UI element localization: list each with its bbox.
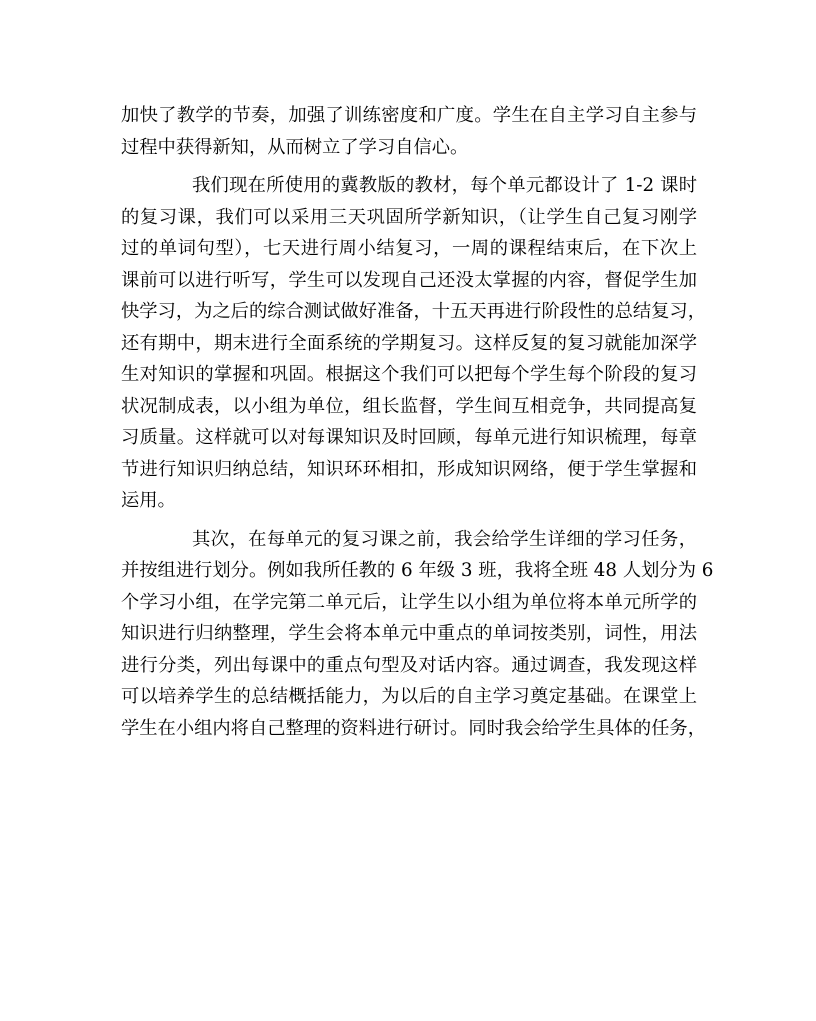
text-line: 状况制成表，以小组为单位，组长监督，学生间互相竞争，共同提高复 [121, 395, 697, 417]
text-line: 并按组进行划分。例如我所任教的 6 年级 3 班，我将全班 48 人划分为 6 [121, 560, 714, 581]
text-line: 其次，在每单元的复习课之前，我会给学生详细的学习任务， [192, 528, 697, 550]
paragraph-1 [121, 100, 697, 163]
text-line: 还有期中，期末进行全面系统的学期复习。这样反复的复习就能加深学 [121, 332, 697, 354]
text-line: 运用。 [121, 490, 176, 511]
paragraph-2 [121, 170, 706, 517]
text-line: 节进行知识归纳总结，知识环环相扣，形成知识网络，便于学生掌握和 [121, 458, 697, 480]
paragraph-gap [121, 163, 697, 170]
text-line: 的复习课，我们可以采用三天巩固所学新知识，（让学生自己复习刚学 [121, 206, 697, 228]
text-line: 课前可以进行听写，学生可以发现自己还没太掌握的内容，督促学生加 [121, 269, 697, 291]
paragraph-gap [121, 517, 697, 524]
text-line: 可以培养学生的总结概括能力，为以后的自主学习奠定基础。在课堂上 [121, 686, 697, 707]
text-line: 生对知识的掌握和巩固。根据这个我们可以把每个学生每个阶段的复习 [121, 364, 697, 385]
text-line: 我们现在所使用的冀教版的教材，每个单元都设计了 1-2 课时 [192, 175, 697, 196]
paragraph-3 [121, 524, 714, 745]
text-line: 加快了教学的节奏，加强了训练密度和广度。学生在自主学习自主参与 [121, 105, 697, 126]
document-body [121, 100, 714, 744]
text-line: 个学习小组，在学完第二单元后，让学生以小组为单位将本单元所学的 [121, 591, 697, 613]
text-line: 进行分类，列出每课中的重点句型及对话内容。通过调查，我发现这样 [121, 654, 697, 676]
text-line: 习质量。这样就可以对每课知识及时回顾，每单元进行知识梳理，每章 [121, 427, 697, 448]
text-line: 过程中获得新知，从而树立了学习自信心。 [121, 136, 469, 158]
text-line: 过的单词句型），七天进行周小结复习，一周的课程结束后，在下次上 [121, 238, 697, 259]
text-line: 知识进行归纳整理，学生会将本单元中重点的单词按类别，词性，用法 [121, 623, 697, 644]
text-line: 快学习，为之后的综合测试做好准备，十五天再进行阶段性的总结复习， [121, 301, 706, 322]
text-line: 学生在小组内将自己整理的资料进行研讨。同时我会给学生具体的任务， [121, 717, 706, 739]
